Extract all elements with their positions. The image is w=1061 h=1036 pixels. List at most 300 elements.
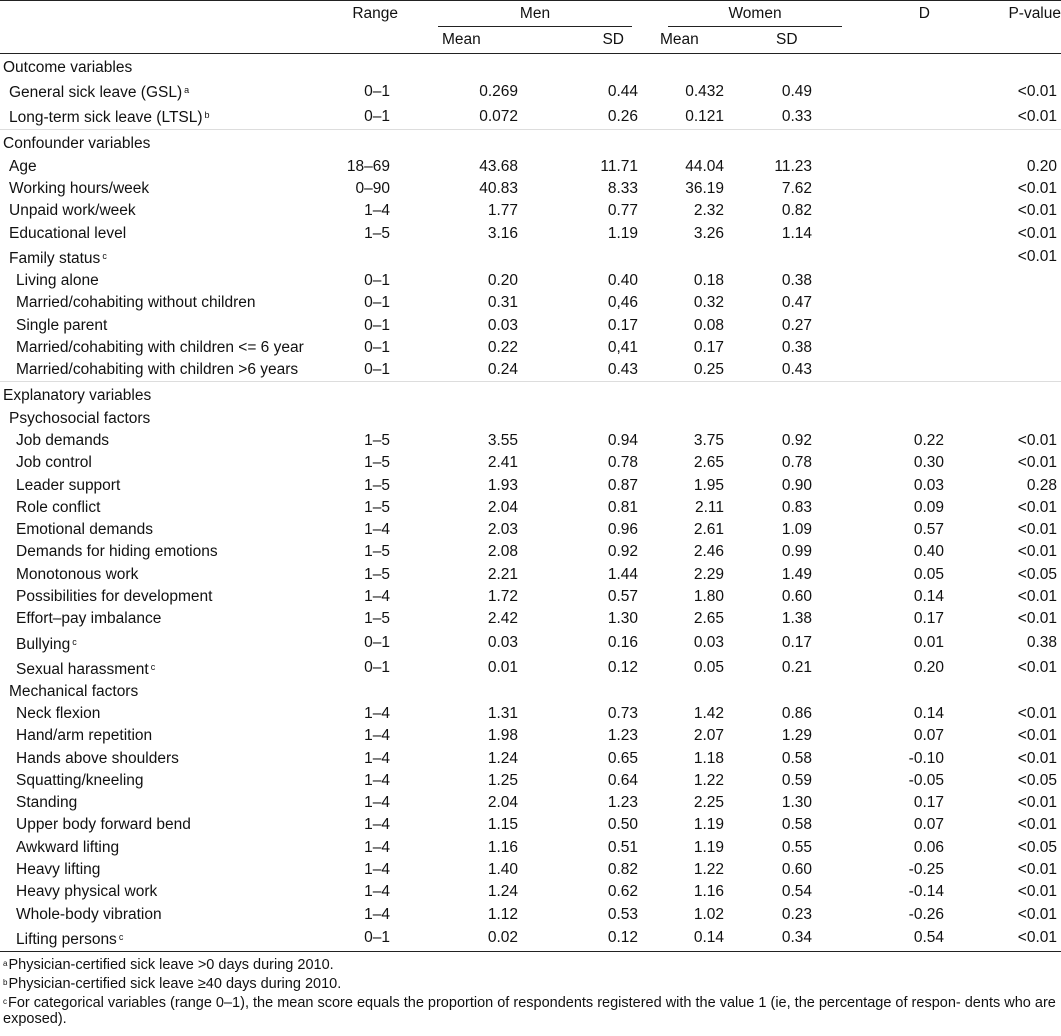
women-sd-cell: 0.60	[781, 588, 812, 606]
header-pvalue: P-value	[1008, 5, 1061, 22]
row-label	[0, 519, 330, 541]
row-label-text: Single parent	[16, 316, 108, 334]
range-cell: 0–1	[364, 634, 390, 652]
section-header-row	[0, 54, 1061, 80]
men-sd-cell: 0.94	[607, 432, 638, 449]
d-cell	[860, 681, 970, 703]
men-mean-cell: 0.03	[487, 316, 518, 334]
d-cell	[860, 359, 970, 382]
women-mean-cell: 0.17	[693, 338, 724, 356]
men-sd-cell: 1.30	[607, 610, 638, 628]
range-cell: 1–4	[364, 905, 390, 923]
men-sd-cell: 0.96	[607, 521, 638, 539]
pvalue-cell: <0.01	[1017, 704, 1057, 722]
row-label-text: Mechanical factors	[9, 682, 139, 700]
men-sd-cell: 0.92	[607, 543, 638, 561]
range-cell	[330, 681, 420, 703]
men-sd-cell: 0.44	[607, 82, 638, 100]
range-cell: 1–5	[364, 565, 390, 583]
table-row	[0, 703, 1061, 725]
table-row	[0, 270, 1061, 292]
table-row	[0, 359, 1061, 382]
row-label	[0, 564, 330, 586]
women-sd-cell: 0.23	[781, 905, 812, 923]
table-row	[0, 904, 1061, 926]
table-row	[0, 656, 1061, 681]
pvalue-cell: <0.01	[1017, 202, 1057, 220]
d-cell: -0.26	[908, 905, 944, 923]
range-cell: 1–5	[364, 432, 390, 449]
pvalue-cell: <0.01	[1017, 929, 1057, 947]
women-sd-cell: 0.86	[781, 704, 812, 722]
women-mean-cell: 2.46	[693, 543, 724, 561]
men-mean-cell: 0.01	[487, 659, 518, 677]
range-cell: 1–4	[364, 771, 390, 789]
men-mean-cell: 2.21	[487, 565, 518, 583]
header-range: Range	[352, 5, 398, 22]
table-row	[0, 814, 1061, 836]
women-mean-cell: 2.65	[693, 454, 724, 472]
row-label	[0, 770, 330, 792]
range-cell: 1–5	[364, 610, 390, 628]
row-label	[0, 497, 330, 519]
women-sd-cell: 0.38	[781, 338, 812, 356]
women-sd-cell: 0.21	[781, 659, 812, 677]
row-label-text: Unpaid work/week	[9, 202, 136, 220]
d-cell	[860, 292, 970, 314]
header-men-sd: SD	[602, 31, 624, 48]
range-cell: 1–5	[364, 498, 390, 516]
pvalue-cell	[970, 337, 1061, 359]
men-mean-cell: 1.93	[487, 476, 518, 494]
row-label	[0, 270, 330, 292]
women-mean-cell: 2.61	[693, 521, 724, 539]
men-mean-cell: 40.83	[479, 180, 518, 198]
women-sd-cell: 0.17	[781, 634, 812, 652]
pvalue-cell: <0.01	[1017, 905, 1057, 923]
women-mean-cell	[650, 408, 750, 430]
women-sd-cell: 0.43	[781, 361, 812, 379]
footnote-mark: b	[3, 977, 8, 987]
d-cell: 0.07	[913, 727, 944, 745]
pvalue-cell: <0.01	[1017, 610, 1057, 628]
women-mean-cell: 1.19	[693, 816, 724, 834]
d-cell: 0.54	[913, 929, 944, 947]
row-label	[0, 541, 330, 563]
footnote-text: For categorical variables (range 0–1), the mean score equals the proportion of respondents registered with the value 1 (ie, the percentage of respon- dents who are exposed).	[3, 994, 1056, 1027]
d-cell: -0.10	[908, 749, 944, 767]
women-mean-cell: 2.07	[693, 727, 724, 745]
row-label-text: Upper body forward bend	[16, 816, 191, 834]
row-label-text: Effort–pay imbalance	[16, 610, 162, 628]
women-sd-cell: 0.92	[781, 432, 812, 449]
men-mean-cell	[420, 408, 540, 430]
men-sd-cell: 8.33	[607, 180, 638, 198]
d-cell: 0.17	[913, 794, 944, 812]
women-mean-cell: 36.19	[685, 180, 724, 198]
men-sd-cell	[540, 681, 650, 703]
men-sd-cell: 0.12	[607, 929, 638, 947]
header-blank-1	[0, 27, 330, 54]
pvalue-cell: <0.01	[1017, 432, 1057, 449]
men-sd-cell: 0.57	[607, 588, 638, 606]
row-label-text: Job demands	[16, 432, 110, 449]
pvalue-cell	[970, 408, 1061, 430]
d-cell: 0.40	[913, 543, 944, 561]
table-row	[0, 541, 1061, 563]
footnote-marker: c	[102, 250, 107, 261]
pvalue-cell: <0.01	[1017, 794, 1057, 812]
d-cell: 0.07	[913, 816, 944, 834]
row-label-text: Leader support	[16, 476, 121, 494]
header-d: D	[918, 5, 930, 22]
women-mean-cell: 1.80	[693, 588, 724, 606]
pvalue-cell: <0.01	[1017, 816, 1057, 834]
row-label-text: Age	[9, 157, 37, 175]
women-sd-cell: 1.30	[781, 794, 812, 812]
row-label-text: Bullying	[16, 635, 71, 653]
row-label-text: Hand/arm repetition	[16, 727, 153, 745]
women-mean-cell: 2.25	[693, 794, 724, 812]
d-cell	[860, 408, 970, 430]
range-cell: 1–4	[364, 749, 390, 767]
table-row	[0, 104, 1061, 130]
women-mean-cell: 0.25	[693, 361, 724, 379]
row-label	[0, 904, 330, 926]
d-cell: 0.57	[913, 521, 944, 539]
row-label-text: Role conflict	[16, 498, 101, 516]
table-row	[0, 631, 1061, 656]
men-sd-cell	[540, 245, 650, 270]
pvalue-cell	[970, 359, 1061, 382]
row-label	[0, 292, 330, 314]
footnote-marker: c	[150, 661, 156, 672]
women-sd-cell: 0.83	[781, 498, 812, 516]
d-cell	[860, 245, 970, 270]
d-cell	[860, 314, 970, 336]
men-sd-cell: 1.23	[607, 727, 638, 745]
men-mean-cell: 1.31	[487, 704, 518, 722]
pvalue-cell: 0.38	[1026, 634, 1057, 652]
men-sd-cell: 0.64	[607, 771, 638, 789]
row-label	[0, 703, 330, 725]
women-mean-cell	[650, 245, 750, 270]
women-sd-cell: 0.60	[781, 861, 812, 879]
women-mean-cell: 1.19	[693, 838, 724, 856]
range-cell: 1–4	[364, 838, 390, 856]
row-label-text: Working hours/week	[9, 180, 150, 198]
range-cell: 0–1	[364, 82, 390, 100]
range-cell	[330, 408, 420, 430]
table-body	[0, 54, 1061, 952]
row-label-text: Emotional demands	[16, 521, 153, 539]
women-sd-cell	[750, 245, 860, 270]
women-sd-cell: 0.47	[781, 294, 812, 312]
women-mean-cell	[650, 681, 750, 703]
men-mean-cell: 0.24	[487, 361, 518, 379]
men-sd-cell: 0.50	[607, 816, 638, 834]
men-sd-cell: 1.19	[607, 224, 638, 242]
footnote-marker: b	[204, 110, 210, 121]
men-mean-cell: 0.02	[487, 929, 518, 947]
table-row	[0, 408, 1061, 430]
range-cell: 0–1	[364, 294, 390, 312]
table-row	[0, 474, 1061, 496]
range-cell: 1–5	[364, 224, 390, 242]
row-label	[0, 200, 330, 222]
row-label	[0, 222, 330, 244]
men-mean-cell: 1.24	[487, 749, 518, 767]
d-cell: 0.22	[913, 432, 944, 449]
header-women-mean: Mean	[660, 31, 699, 48]
women-sd-cell: 1.49	[781, 565, 812, 583]
row-label	[0, 681, 330, 703]
range-cell: 1–4	[364, 704, 390, 722]
men-sd-cell: 0.78	[607, 454, 638, 472]
row-label	[0, 881, 330, 903]
men-sd-cell: 1.44	[607, 565, 638, 583]
range-cell: 1–4	[364, 727, 390, 745]
men-mean-cell: 2.08	[487, 543, 518, 561]
row-label	[0, 814, 330, 836]
men-mean-cell: 0.03	[487, 634, 518, 652]
women-mean-cell: 1.22	[693, 861, 724, 879]
row-label-text: Demands for hiding emotions	[16, 543, 218, 561]
pvalue-cell	[970, 314, 1061, 336]
row-label-text: Monotonous work	[16, 565, 139, 583]
men-mean-cell: 1.15	[487, 816, 518, 834]
d-cell: 0.14	[913, 588, 944, 606]
range-cell: 1–4	[364, 521, 390, 539]
range-cell: 1–4	[364, 794, 390, 812]
women-mean-cell: 0.18	[693, 271, 724, 289]
footnotes	[0, 952, 1061, 1027]
pvalue-cell: <0.01	[1017, 248, 1057, 266]
row-label	[0, 178, 330, 200]
men-sd-cell: 0.62	[607, 883, 638, 901]
pvalue-cell: <0.01	[1017, 543, 1057, 561]
men-sd-cell: 0.43	[607, 361, 638, 379]
row-label-text: Sexual harassment	[16, 660, 149, 678]
footnote-marker: a	[184, 85, 190, 96]
pvalue-cell	[970, 292, 1061, 314]
women-mean-cell: 2.29	[693, 565, 724, 583]
men-mean-cell: 3.55	[487, 432, 518, 449]
range-cell: 1–4	[364, 883, 390, 901]
pvalue-cell: <0.01	[1017, 727, 1057, 745]
range-cell: 0–1	[364, 361, 390, 379]
men-sd-cell: 0.53	[607, 905, 638, 923]
table-row	[0, 337, 1061, 359]
row-label-text: Married/cohabiting with children >6 years	[16, 361, 299, 379]
women-mean-cell: 44.04	[685, 157, 724, 175]
d-cell: 0.17	[913, 610, 944, 628]
row-label-text: Standing	[16, 794, 78, 812]
men-mean-cell: 1.72	[487, 588, 518, 606]
d-cell: -0.14	[908, 883, 944, 901]
pvalue-cell: <0.01	[1017, 180, 1057, 198]
men-mean-cell: 0.072	[479, 107, 518, 125]
men-sd-cell: 0.77	[607, 202, 638, 220]
d-cell	[860, 222, 970, 244]
women-mean-cell: 0.32	[693, 294, 724, 312]
table-row	[0, 156, 1061, 178]
pvalue-cell: <0.05	[1017, 771, 1057, 789]
row-label	[0, 245, 330, 270]
row-label	[0, 859, 330, 881]
men-mean-cell: 43.68	[479, 157, 518, 175]
men-mean-cell: 0.22	[487, 338, 518, 356]
pvalue-cell: <0.01	[1017, 454, 1057, 472]
row-label	[0, 430, 330, 452]
d-cell: 0.01	[913, 634, 944, 652]
men-mean-cell: 1.16	[487, 838, 518, 856]
men-mean-cell: 2.41	[487, 454, 518, 472]
row-label-text: Squatting/kneeling	[16, 771, 144, 789]
d-cell: 0.14	[913, 704, 944, 722]
pvalue-cell: <0.01	[1017, 749, 1057, 767]
row-label-text: Whole-body vibration	[16, 905, 162, 923]
row-label	[0, 452, 330, 474]
women-mean-cell: 0.14	[693, 929, 724, 947]
women-mean-cell: 2.65	[693, 610, 724, 628]
men-mean-cell: 0.31	[487, 294, 518, 312]
women-sd-cell: 0.99	[781, 543, 812, 561]
table-row	[0, 926, 1061, 952]
row-label-text: Neck flexion	[16, 704, 101, 722]
d-cell: -0.05	[908, 771, 944, 789]
table-row	[0, 222, 1061, 244]
range-cell: 0–1	[364, 338, 390, 356]
row-label	[0, 926, 330, 952]
row-label-text: Possibilities for development	[16, 588, 213, 606]
pvalue-cell: <0.01	[1017, 224, 1057, 242]
women-mean-cell: 0.05	[693, 659, 724, 677]
men-mean-cell: 2.03	[487, 521, 518, 539]
table-row	[0, 859, 1061, 881]
row-label	[0, 792, 330, 814]
pvalue-cell: <0.01	[1017, 82, 1057, 100]
men-sd-cell: 0.51	[607, 838, 638, 856]
row-label-text: Married/cohabiting with children <= 6 year	[16, 338, 304, 356]
men-mean-cell: 1.40	[487, 861, 518, 879]
women-mean-cell: 3.26	[693, 224, 724, 242]
row-label	[0, 314, 330, 336]
women-sd-cell: 7.62	[781, 180, 812, 198]
women-mean-cell: 1.42	[693, 704, 724, 722]
d-cell: 0.03	[913, 476, 944, 494]
women-mean-cell: 1.95	[693, 476, 724, 494]
men-sd-cell: 0.82	[607, 861, 638, 879]
footnote	[3, 994, 1058, 1027]
d-cell: -0.25	[908, 861, 944, 879]
range-cell: 0–90	[355, 180, 390, 198]
range-cell: 1–4	[364, 588, 390, 606]
row-label	[0, 408, 330, 430]
pvalue-cell: 0.28	[1026, 476, 1057, 494]
row-label-text: Heavy lifting	[16, 861, 101, 879]
women-sd-cell: 0.90	[781, 476, 812, 494]
table-row	[0, 519, 1061, 541]
women-sd-cell: 1.09	[781, 521, 812, 539]
d-cell: 0.20	[913, 659, 944, 677]
footnote-text: Physician-certified sick leave >0 days during 2010.	[8, 956, 334, 973]
row-label-text: Living alone	[16, 271, 99, 289]
range-cell	[330, 245, 420, 270]
header-label-blank	[0, 1, 330, 28]
women-sd-cell: 0.33	[781, 107, 812, 125]
table-row	[0, 178, 1061, 200]
row-label	[0, 359, 330, 382]
row-label-text: Lifting persons	[16, 930, 117, 948]
header-men: Men	[420, 1, 650, 28]
d-cell	[860, 178, 970, 200]
table-row	[0, 792, 1061, 814]
range-cell: 1–4	[364, 861, 390, 879]
men-mean-cell	[420, 245, 540, 270]
men-mean-cell: 2.04	[487, 794, 518, 812]
range-cell: 1–5	[364, 476, 390, 494]
women-mean-cell: 1.22	[693, 771, 724, 789]
section-title: Explanatory variables	[3, 387, 152, 405]
row-label-text: Educational level	[9, 224, 127, 242]
women-mean-cell: 3.75	[693, 432, 724, 449]
row-label	[0, 474, 330, 496]
header-blank-3	[860, 27, 970, 54]
section-title: Outcome variables	[3, 59, 133, 77]
d-cell	[860, 270, 970, 292]
pvalue-cell	[970, 270, 1061, 292]
pvalue-cell: <0.05	[1017, 565, 1057, 583]
men-mean-cell: 1.77	[487, 202, 518, 220]
pvalue-cell: <0.01	[1017, 588, 1057, 606]
women-sd-cell: 0.78	[781, 454, 812, 472]
women-sd-cell: 0.27	[781, 316, 812, 334]
row-label-text: Hands above shoulders	[16, 749, 179, 767]
women-sd-cell: 1.29	[781, 727, 812, 745]
footnote-text: Physician-certified sick leave ≥40 days during 2010.	[8, 975, 342, 992]
table-row	[0, 452, 1061, 474]
men-mean-cell: 3.16	[487, 224, 518, 242]
row-label-text: Family status	[9, 249, 101, 267]
table-row	[0, 314, 1061, 336]
footnote-mark: a	[3, 958, 8, 968]
section-header-row	[0, 382, 1061, 408]
d-cell	[860, 337, 970, 359]
men-sd-cell: 1.23	[607, 794, 638, 812]
men-sd-cell: 0.81	[607, 498, 638, 516]
women-mean-cell: 2.11	[694, 498, 724, 516]
footnote-marker: c	[72, 636, 77, 647]
women-sd-cell: 0.54	[781, 883, 812, 901]
pvalue-cell: <0.01	[1017, 861, 1057, 879]
pvalue-cell: <0.01	[1017, 659, 1057, 677]
row-label	[0, 656, 330, 681]
men-mean-cell: 1.24	[487, 883, 518, 901]
table-row	[0, 608, 1061, 630]
women-mean-cell: 0.03	[693, 634, 724, 652]
men-mean-cell: 1.25	[487, 771, 518, 789]
footnote-marker: c	[118, 931, 124, 942]
table-row	[0, 292, 1061, 314]
pvalue-cell: <0.01	[1017, 498, 1057, 516]
row-label-text: Job control	[16, 454, 92, 472]
range-cell: 1–5	[364, 543, 390, 561]
range-cell: 18–69	[346, 157, 390, 175]
section-header-row	[0, 130, 1061, 156]
header-blank-4	[970, 27, 1061, 54]
table-row	[0, 430, 1061, 452]
